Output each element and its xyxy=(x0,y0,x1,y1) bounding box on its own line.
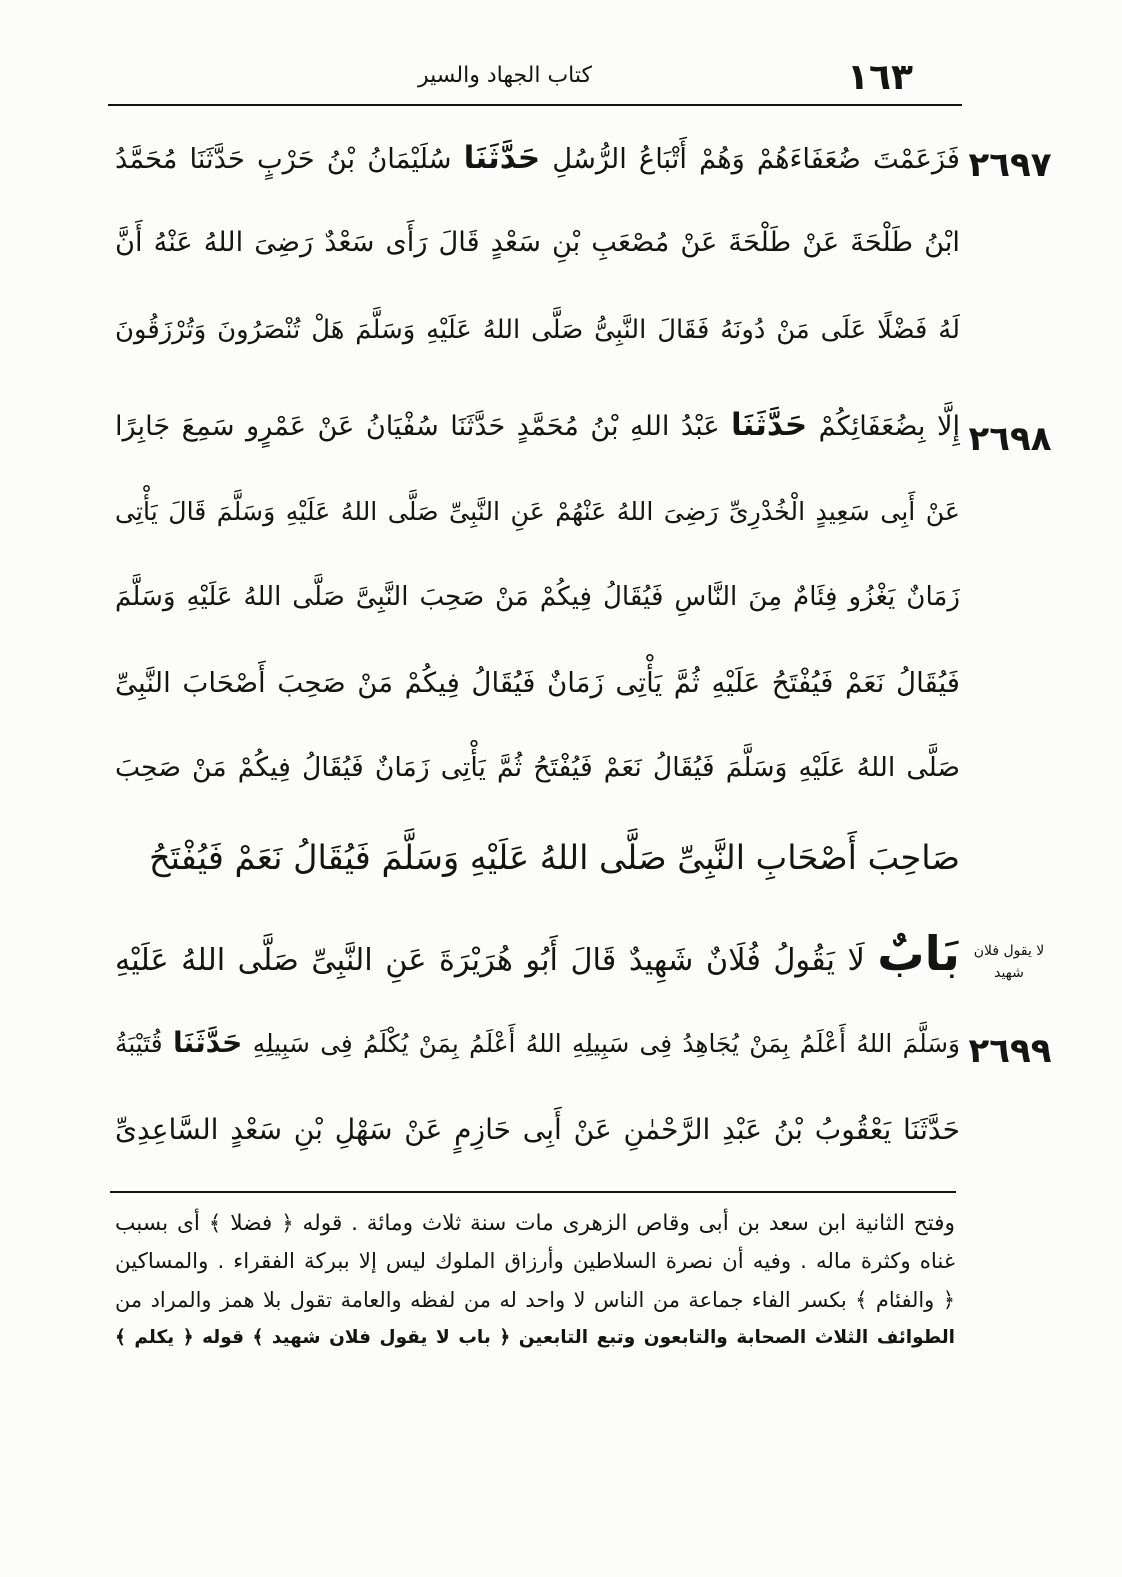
body-line-2 xyxy=(115,211,960,275)
body-text: لَا يَقُولُ فُلَانٌ شَهِيدٌ قَالَ أَبُو هُرَيْرَةَ عَنِ النَّبِىِّ صَلَّى اللهُ عَلَيْهِ xyxy=(115,943,865,978)
footnote-text: غناه وكثرة ماله . وفيه أن نصرة السلاطين وأرزاق الملوك ليس إلا ببركة الفقراء . والمساكين xyxy=(115,1249,955,1274)
hadith-number: ٢٦٩٩ xyxy=(968,1031,1052,1071)
body-line-1 xyxy=(115,126,960,190)
body-line-12 xyxy=(115,1098,960,1162)
haddathana-marker: حَدَّثَنَا xyxy=(463,140,541,176)
body-line-6 xyxy=(115,565,960,629)
running-title: كتاب الجهاد والسير xyxy=(417,63,592,88)
body-line-4 xyxy=(115,393,960,457)
footnote-line-4 xyxy=(115,1320,955,1356)
body-text: صَاحِبَ أَصْحَابِ النَّبِىِّ صَلَّى اللهُ عَلَيْهِ وَسَلَّمَ فَيُقَالُ نَعَمْ فَيُفْتَحُ xyxy=(148,838,960,877)
body-text: قُتَيْبَةُ xyxy=(115,1029,163,1058)
footnote-text: وفتح الثانية ابن سعد بن أبى وقاص الزهرى مات سنة ثلاث ومائة . قوله ﴿ فضلا ﴾ أى بسبب xyxy=(115,1211,955,1236)
body-line-8 xyxy=(115,736,960,800)
body-line-10 xyxy=(115,923,960,987)
body-line-7 xyxy=(115,651,960,715)
body-text: سُلَيْمَانُ بْنُ حَرْبٍ حَدَّثَنَا مُحَمَّدُ xyxy=(114,144,452,175)
body-line-9 xyxy=(115,826,960,890)
footnote-line-1 xyxy=(115,1206,955,1242)
haddathana-marker: حَدَّثَنَا xyxy=(731,407,808,443)
body-line-11 xyxy=(115,1011,960,1075)
body-text: عَنْ أَبِى سَعِيدٍ الْخُدْرِىِّ رَضِىَ اللهُ عَنْهُمْ عَنِ النَّبِىِّ صَلَّى اللهُ عَلَيْهِ وَسَلَّمَ قَالَ يَأْتِى xyxy=(115,497,960,526)
footnote-text: الطوائف الثلاث الصحابة والتابعون وتبع التابعين ﴿ باب لا يقول فلان شهيد ﴾ قوله ﴿ يكلم ﴾ xyxy=(115,1327,955,1348)
body-text: فَزَعَمْتَ ضُعَفَاءَهُمْ وَهُمْ أَتْبَاعُ الرُّسُلِ xyxy=(552,144,960,175)
footnote-line-2 xyxy=(115,1244,955,1280)
body-text: حَدَّثَنَا يَعْقُوبُ بْنُ عَبْدِ الرَّحْمٰنِ عَنْ أَبِى حَازِمٍ عَنْ سَهْلِ بْنِ سَعْدٍ السَّاعِدِىِّ xyxy=(115,1113,960,1146)
body-line-5 xyxy=(115,480,960,544)
body-text: صَلَّى اللهُ عَلَيْهِ وَسَلَّمَ فَيُقَالُ نَعَمْ فَيُفْتَحُ ثُمَّ يَأْتِى زَمَانٌ فَيُقَالُ فِيكُمْ مَنْ صَحِبَ xyxy=(115,752,960,783)
chapter-heading-bab: بَابٌ xyxy=(877,927,960,982)
hadith-number: ٢٦٩٨ xyxy=(968,419,1052,459)
body-text: فَيُقَالُ نَعَمْ فَيُفْتَحُ عَلَيْهِ ثُمَّ يَأْتِى زَمَانٌ فَيُقَالُ فِيكُمْ مَنْ صَحِبَ أَصْحَابَ النَّبِىِّ xyxy=(115,666,960,699)
margin-note-line: لا يقول فلان xyxy=(973,943,1045,959)
body-text: زَمَانٌ يَغْزُو فِئَامٌ مِنَ النَّاسِ فَيُقَالُ فِيكُمْ مَنْ صَحِبَ النَّبِىَّ صَلَّى اللهُ عَلَيْهِ وَسَلَّمَ xyxy=(115,582,960,612)
footnote-line-3 xyxy=(115,1282,955,1318)
body-text: ابْنُ طَلْحَةَ عَنْ طَلْحَةَ عَنْ مُصْعَبِ بْنِ سَعْدٍ قَالَ رَأَى سَعْدٌ رَضِىَ اللهُ عَنْهُ أَنَّ xyxy=(115,227,960,258)
page-number: ١٦٣ xyxy=(847,57,913,98)
hadith-number: ٢٦٩٧ xyxy=(968,145,1052,185)
margin-note-line: شهيد xyxy=(994,965,1024,981)
body-text: إِلَّا بِضُعَفَائِكُمْ xyxy=(818,411,960,442)
footnote-divider xyxy=(110,1191,956,1193)
body-text: عَبْدُ اللهِ بْنُ مُحَمَّدٍ حَدَّثَنَا سُفْيَانُ عَنْ عَمْرٍو سَمِعَ جَابِرًا xyxy=(115,411,720,442)
haddathana-marker: حَدَّثَنَا xyxy=(172,1026,243,1059)
body-line-3 xyxy=(115,298,960,362)
body-text: وَسَلَّمَ اللهُ أَعْلَمُ بِمَنْ يُجَاهِدُ فِى سَبِيلِهِ اللهُ أَعْلَمُ بِمَنْ يُكْلَمُ فِى سَبِيلِهِ xyxy=(252,1029,960,1058)
header-divider xyxy=(108,104,962,106)
margin-note xyxy=(962,940,1056,984)
body-text: لَهُ فَضْلًا عَلَى مَنْ دُونَهُ فَقَالَ النَّبِىُّ صَلَّى اللهُ عَلَيْهِ وَسَلَّمَ هَلْ تُنْصَرُونَ وَتُرْزَقُونَ xyxy=(115,315,960,345)
footnote-text: ﴿ والفئام ﴾ بكسر الفاء جماعة من الناس لا واحد له من لفظه والعامة تقول بلا همز والمراد من xyxy=(115,1288,955,1312)
